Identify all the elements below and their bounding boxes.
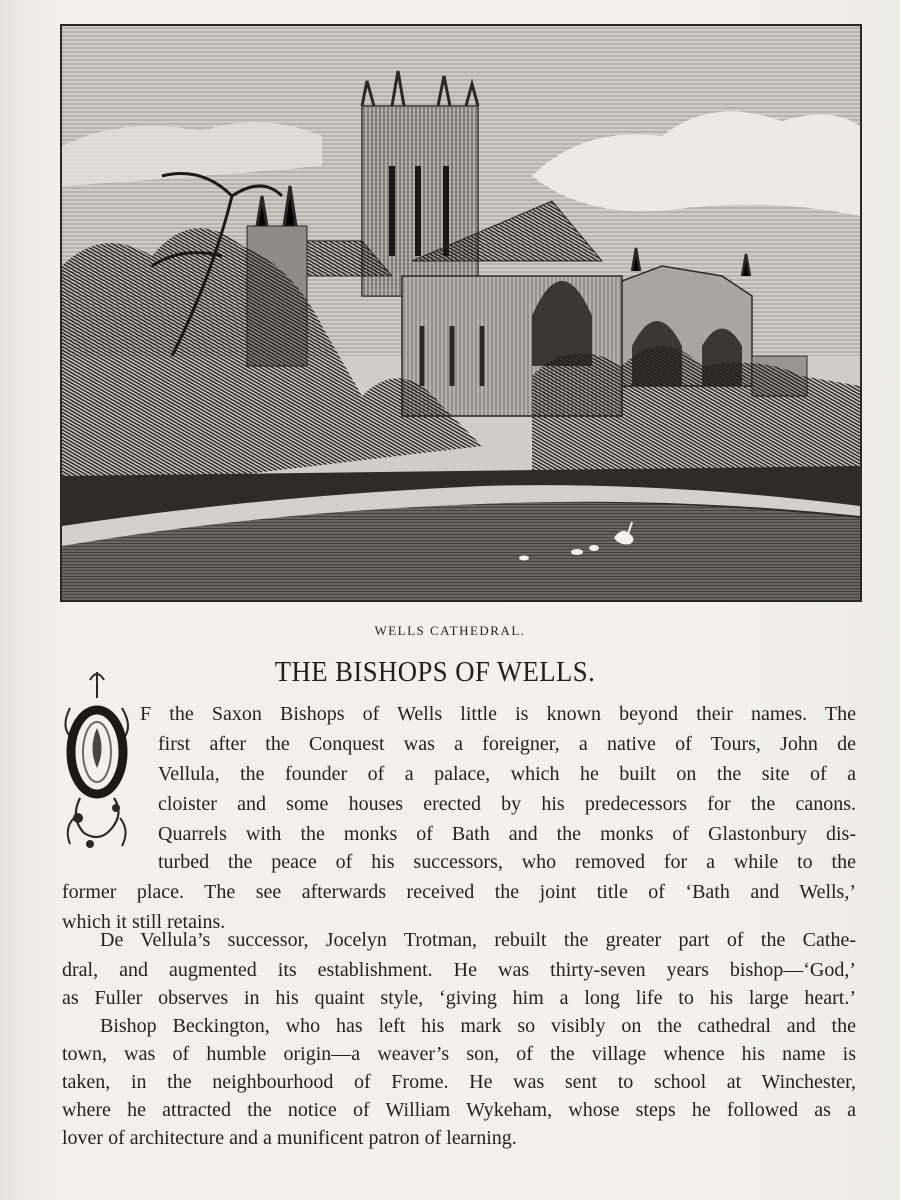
text-line: where he attracted the notice of William Wykeham, whose steps he followed as a [62,1099,856,1121]
text-line: which it still retains. [62,911,226,933]
cathedral-engraving [60,24,862,602]
ornamental-drop-cap [60,668,134,860]
text-line: Quarrels with the monks of Bath and the monks of Glastonbury dis- [158,823,856,845]
text-line: taken, in the neighbourhood of Frome. He was sent to school at Winchester, [62,1071,856,1093]
text-line: town, was of humble origin—a weaver’s son, of the village whence his name is [62,1043,856,1065]
figure-caption: WELLS CATHEDRAL. [374,623,526,638]
text-line: dral, and augmented its establishment. He was thirty-seven years bishop—‘God,’ [62,959,856,981]
text-line: Bishop Beckington, who has left his mark so visibly on the cathedral and the [100,1015,856,1037]
text-line: De Vellula’s successor, Jocelyn Trotman, rebuilt the greater part of the Cathe- [100,929,856,951]
text-line: as Fuller observes in his quaint style, ‘giving him a long life to his large heart.’ [62,987,856,1009]
engraving-illustration [62,26,860,600]
text-line: former place. The see afterwards received the joint title of ‘Bath and Wells,’ [62,881,856,903]
text-line: F the Saxon Bishops of Wells little is known beyond their names. The [140,703,856,725]
section-title: THE BISHOPS OF WELLS. [274,656,596,688]
text-line: Vellula, the founder of a palace, which he built on the site of a [158,763,856,785]
floral-initial-illustration [60,668,134,860]
text-line: turbed the peace of his successors, who removed for a while to the [158,851,856,873]
text-line: first after the Conquest was a foreigner, a native of Tours, John de [158,733,856,755]
text-line: lover of architecture and a munificent patron of learning. [62,1127,517,1149]
text-line: cloister and some houses erected by his predecessors for the canons. [158,793,856,815]
